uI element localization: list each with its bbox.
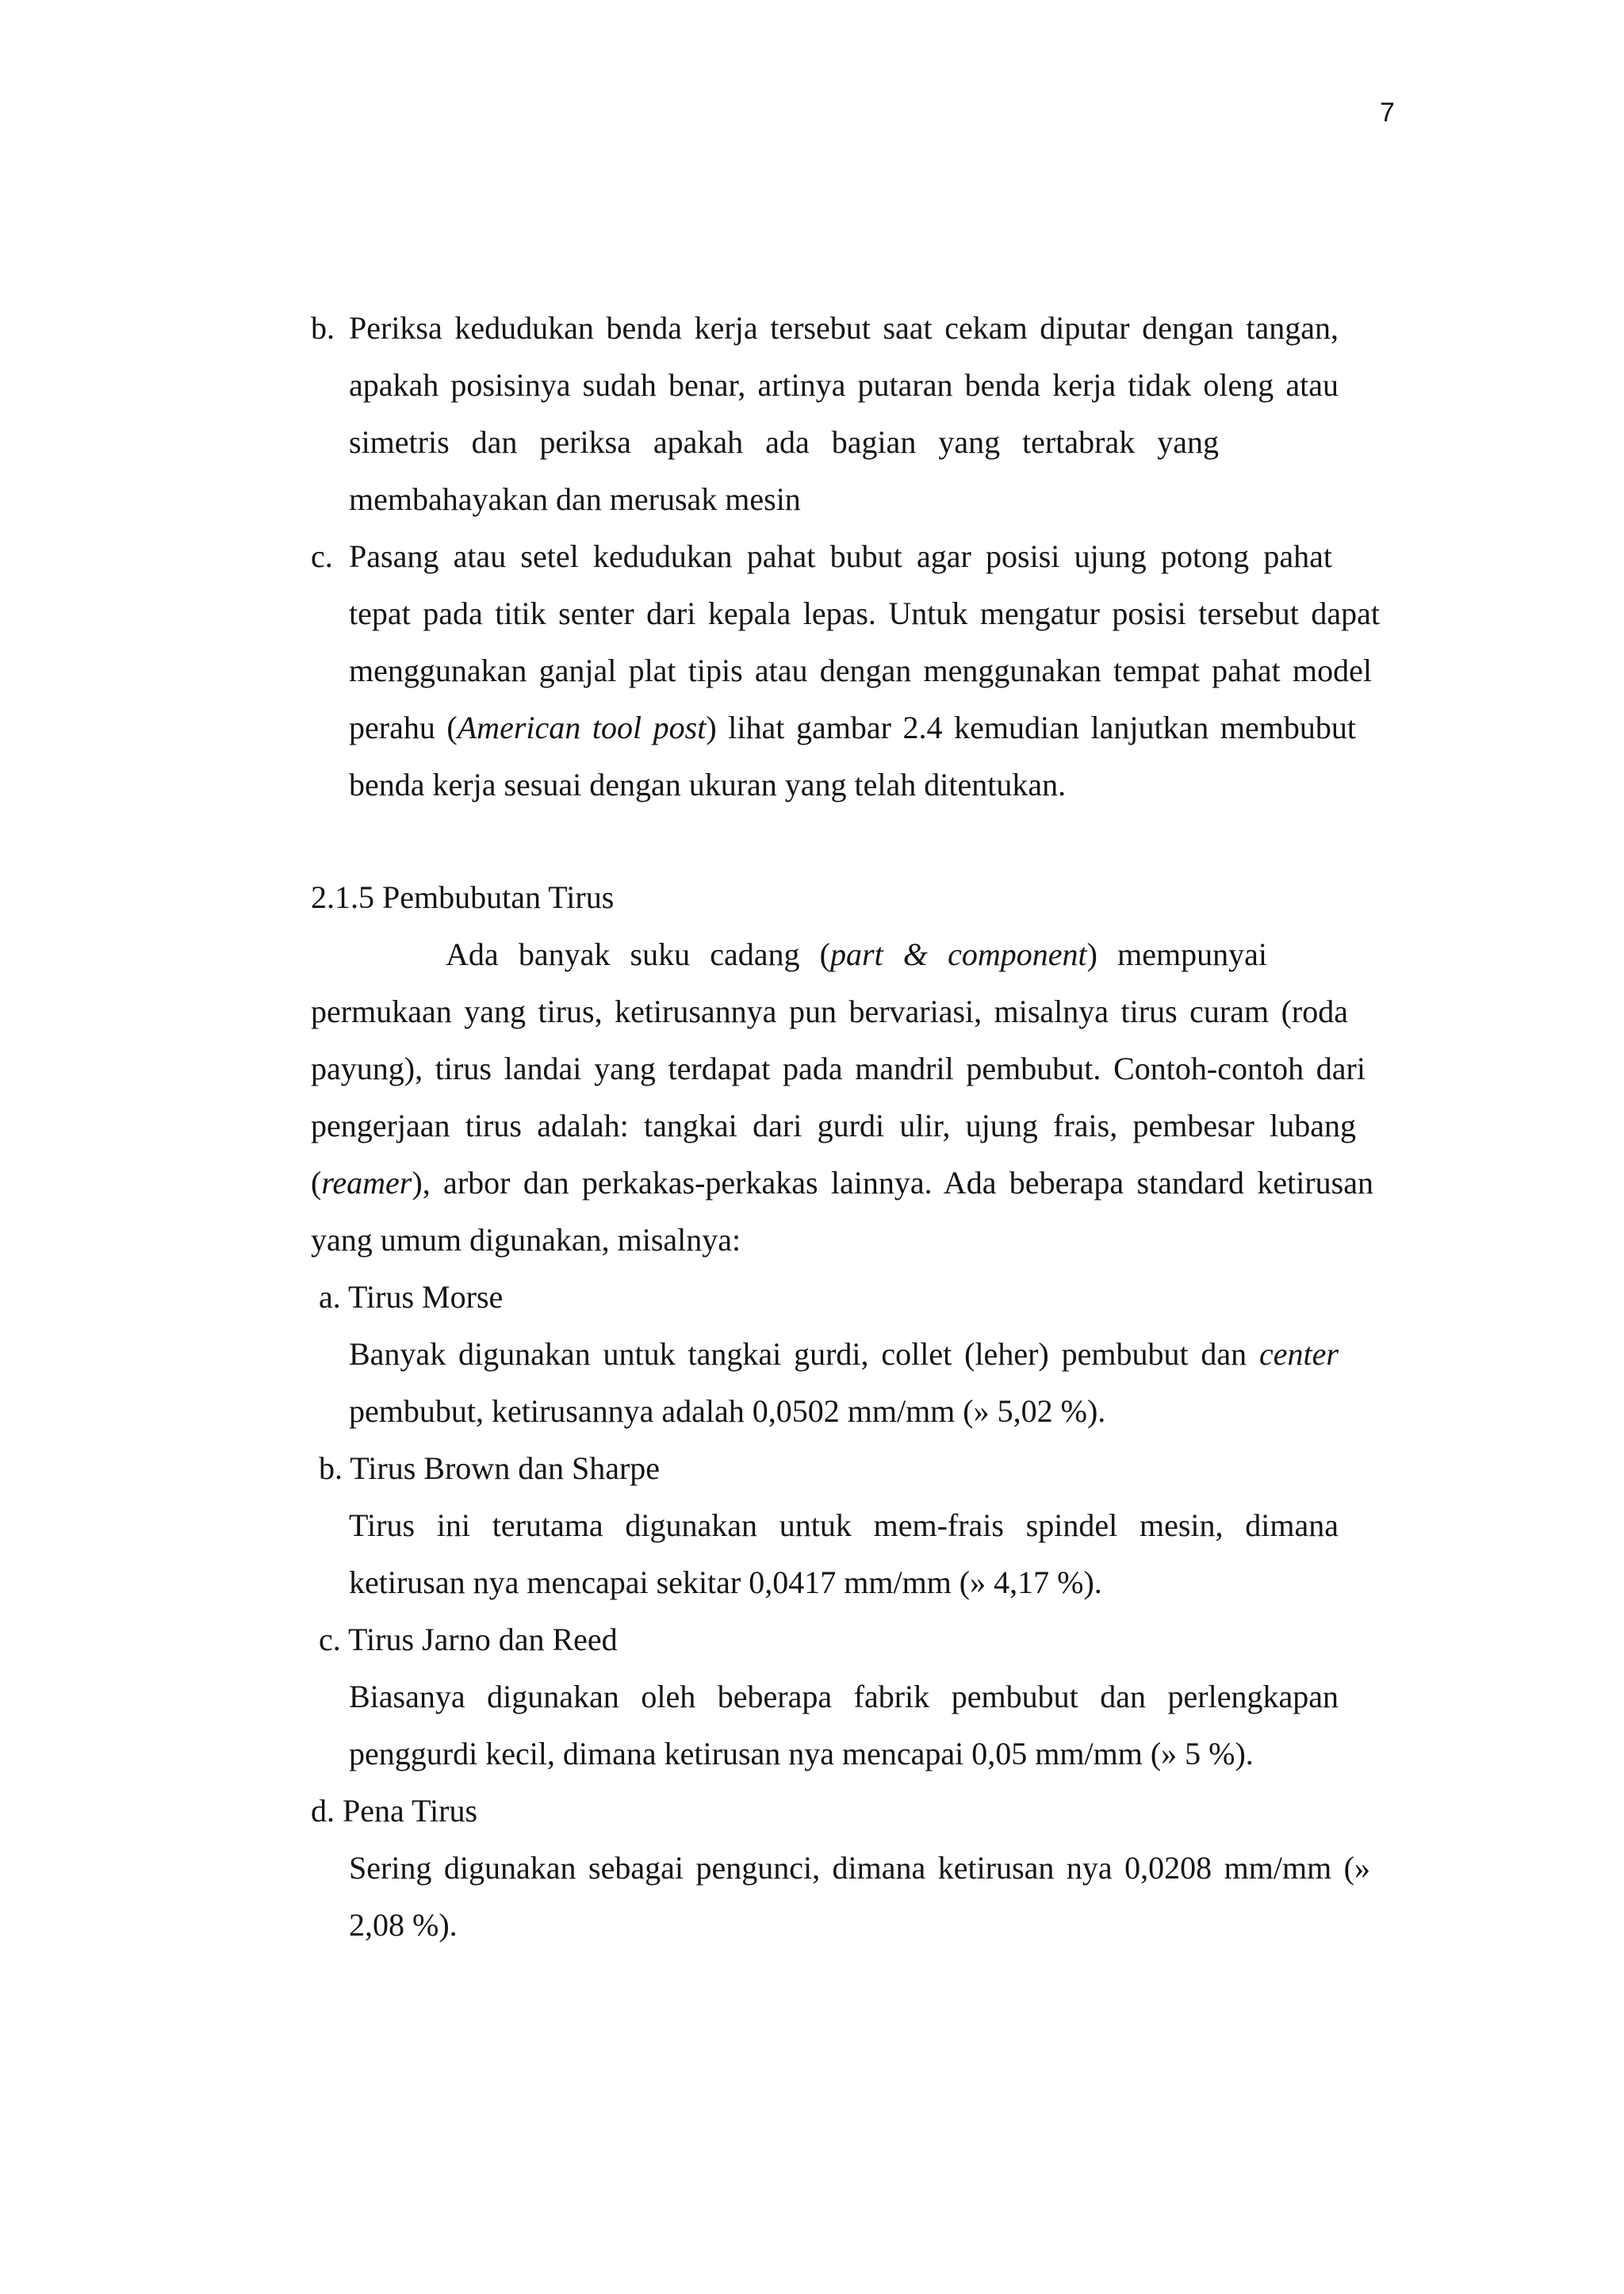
type-a-line-1 bbox=[349, 1334, 1339, 1375]
type-c-line-2: penggurdi kecil, dimana ketirusan nya mencapai 0,05 mm/mm (» 5 %). bbox=[349, 1736, 1254, 1771]
type-d-line-1: Sering digunakan sebagai pengunci, dimana ketirusan nya 0,0208 mm/mm (» bbox=[349, 1850, 1370, 1886]
type-a-line-2: pembubut, ketirusannya adalah 0,0502 mm/mm (» 5,02 %). bbox=[349, 1393, 1106, 1429]
paragraph-line-3: payung), tirus landai yang terdapat pada mandril pembubut. Contoh-contoh dari bbox=[311, 1051, 1365, 1086]
type-b-line-2: ketirusan nya mencapai sekitar 0,0417 mm/mm (» 4,17 %). bbox=[349, 1564, 1102, 1600]
type-b-title: b. Tirus Brown dan Sharpe bbox=[319, 1450, 661, 1486]
list-marker-c: c. bbox=[311, 538, 333, 574]
list-b-line-1: Periksa kedudukan benda kerja tersebut saat cekam diputar dengan tangan, bbox=[349, 310, 1339, 346]
type-a-line-1-pre: Banyak digunakan untuk tangkai gurdi, collet (leher) pembubut dan bbox=[349, 1336, 1260, 1372]
list-b-line-4: membahayakan dan merusak mesin bbox=[349, 481, 801, 517]
list-marker-b: b. bbox=[311, 310, 335, 346]
paragraph-line-1-pre: Ada banyak suku cadang ( bbox=[446, 936, 830, 972]
paragraph-line-2: permukaan yang tirus, ketirusannya pun bervariasi, misalnya tirus curam (roda bbox=[311, 994, 1348, 1029]
section-heading: 2.1.5 Pembubutan Tirus bbox=[311, 879, 615, 915]
paragraph-line-1-post: ) mempunyai bbox=[1086, 936, 1267, 972]
paragraph-line-1 bbox=[446, 934, 1267, 975]
paragraph-line-1-italic: part & component bbox=[830, 936, 1087, 972]
list-c-line-4 bbox=[349, 707, 1356, 749]
paragraph-line-6: yang umum digunakan, misalnya: bbox=[311, 1222, 741, 1258]
paragraph-line-5 bbox=[311, 1162, 1373, 1204]
list-b-line-3: simetris dan periksa apakah ada bagian yang tertabrak yang bbox=[349, 424, 1219, 460]
type-d-line-2: 2,08 %). bbox=[349, 1907, 458, 1943]
paragraph-line-5-post: ), arbor dan perkakas-perkakas lainnya. Ada beberapa standard ketirusan bbox=[412, 1165, 1373, 1201]
list-c-line-3: menggunakan ganjal plat tipis atau dengan menggunakan tempat pahat model bbox=[349, 653, 1372, 688]
type-c-title: c. Tirus Jarno dan Reed bbox=[319, 1622, 618, 1657]
list-b-line-2: apakah posisinya sudah benar, artinya putaran benda kerja tidak oleng atau bbox=[349, 367, 1339, 403]
page-number: 7 bbox=[1380, 98, 1395, 128]
list-c-line-4-post: ) lihat gambar 2.4 kemudian lanjutkan membubut bbox=[706, 710, 1356, 745]
list-c-line-5: benda kerja sesuai dengan ukuran yang telah ditentukan. bbox=[349, 767, 1067, 802]
list-c-line-4-pre: perahu ( bbox=[349, 710, 458, 745]
type-a-title: a. Tirus Morse bbox=[319, 1279, 504, 1315]
list-c-line-1: Pasang atau setel kedudukan pahat bubut agar posisi ujung potong pahat bbox=[349, 538, 1332, 574]
list-c-line-2: tepat pada titik senter dari kepala lepas. Untuk mengatur posisi tersebut dapat bbox=[349, 596, 1380, 631]
paragraph-line-5-pre: ( bbox=[311, 1165, 322, 1201]
type-b-line-1: Tirus ini terutama digunakan untuk mem-frais spindel mesin, dimana bbox=[349, 1507, 1339, 1543]
paragraph-line-5-italic: reamer bbox=[321, 1165, 412, 1201]
type-a-line-1-italic: center bbox=[1259, 1336, 1339, 1372]
type-d-title: d. Pena Tirus bbox=[311, 1793, 478, 1829]
list-c-line-4-italic: American tool post bbox=[457, 710, 707, 745]
type-c-line-1: Biasanya digunakan oleh beberapa fabrik pembubut dan perlengkapan bbox=[349, 1679, 1339, 1714]
paragraph-line-4: pengerjaan tirus adalah: tangkai dari gurdi ulir, ujung frais, pembesar lubang bbox=[311, 1108, 1356, 1143]
